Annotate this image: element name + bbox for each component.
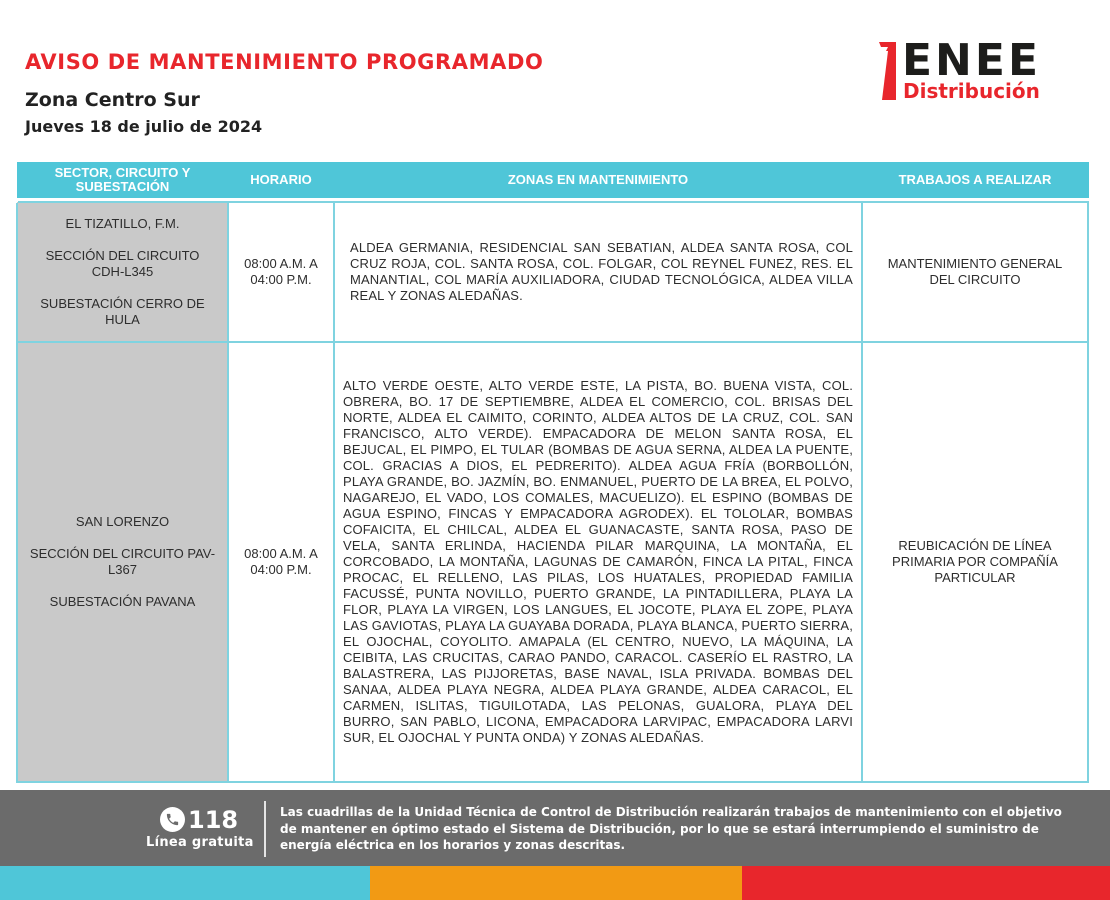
brand-stripe-red (742, 866, 1110, 900)
hours-cell: 08:00 A.M. A 04:00 P.M. (228, 202, 334, 342)
maintenance-table (16, 162, 1089, 783)
enee-logo-mark (876, 42, 898, 100)
hotline-label: Línea gratuita (146, 835, 254, 850)
table-row (17, 202, 1088, 342)
sector-name: EL TIZATILLO, F.M. (65, 215, 180, 231)
brand-stripe-orange (370, 866, 742, 900)
phone-icon (160, 807, 185, 832)
sector-cell (17, 342, 228, 782)
table-header-row (17, 163, 1088, 198)
header-hours: HORARIO (228, 163, 334, 198)
footer-bar (0, 790, 1110, 866)
logo-subtitle: Distribución (903, 79, 1040, 103)
zones-cell: ALDEA GERMANIA, RESIDENCIAL SAN SEBATIAN, ALDEA SANTA ROSA, COL CRUZ ROJA, COL. SANTA ROSA, COL. FOLGAR, COL REYNEL FUNEZ, RES. EL MANANTIAL, COL MARÍA AUXILIADORA, CIUDAD TECNOLÓGICA, ALDEA VILLA REAL Y ZONAS ALEDAÑAS. (334, 202, 862, 342)
zone-name: Zona Centro Sur (25, 89, 200, 111)
substation-name: SUBESTACIÓN PAVANA (49, 593, 196, 609)
brand-stripe-cyan (0, 866, 370, 900)
table-row (17, 342, 1088, 782)
works-cell: MANTENIMIENTO GENERAL DEL CIRCUITO (862, 202, 1088, 342)
hotline-number: 118 (188, 806, 239, 834)
logo-wordmark: ENEE (902, 35, 1041, 86)
circuit-name: SECCIÓN DEL CIRCUITO CDH-L345 (45, 247, 200, 279)
sector-name: SAN LORENZO (75, 513, 170, 529)
circuit-name: SECCIÓN DEL CIRCUITO PAV-L367 (29, 545, 216, 577)
header-sector: SECTOR, CIRCUITO Y SUBESTACIÓN (17, 163, 228, 198)
hours-cell: 08:00 A.M. A 04:00 P.M. (228, 342, 334, 782)
footer-message: Las cuadrillas de la Unidad Técnica de Control de Distribución realizarán trabajos de mantenimiento con el objetivo de mantener en óptimo estado el Sistema de Distribución, por lo que se estará interrumpiendo el suministro de energía eléctrica en los horarios y zonas descritas. (280, 805, 1062, 852)
works-cell: REUBICACIÓN DE LÍNEA PRIMARIA POR COMPAÑÍA PARTICULAR (862, 342, 1088, 782)
enee-logo (876, 35, 1076, 104)
substation-name: SUBESTACIÓN CERRO DE HULA (40, 295, 205, 327)
header-zones: ZONAS EN MANTENIMIENTO (334, 163, 862, 198)
sector-cell (17, 202, 228, 342)
zones-cell: ALTO VERDE OESTE, ALTO VERDE ESTE, LA PISTA, BO. BUENA VISTA, COL. OBRERA, BO. 17 DE SEPTIEMBRE, ALDEA EL COMERCIO, COL. BRISAS DEL NORTE, ALDEA EL CAIMITO, CORINTO, ALDEA ALTOS DE LA CRUZ, COL. SAN FRANCISCO, ALTO VERDE). EMPACADORA DE MELON SANTA ROSA, EL BEJUCAL, EL PIMPO, EL TULAR (BOMBAS DE AGUA SERNA, ALDEA LA PUENTE, COL. GRACIAS A DIOS, EL PEDRERITO). ALDEA AGUA FRÍA (BORBOLLÓN, PLAYA GRANDE, BO. JAZMÍN, BO. ENMANUEL, PUERTO DE LA BREA, EL POLVO, NAGAREJO, EL VADO, LOS COMALES, MACUELIZO). EL ESPINO (BOMBAS DE AGUA ESPINO, FINCAS Y EMPACADORA AGRODEX). EL TOLOLAR, BOMBAS COFAICITA, EL CHILCAL, ALDEA EL GUANACASTE, SANTA ROSA, PASO DE VELA, SANTA ERLINDA, HACIENDA PILAR MARQUINA, LA MONTAÑA, EL CORCOBADO, LA MONTAÑA, LAGUNAS DE CAMARÓN, FINCA LA PITAL, FINCA PROCAC, EL RELLENO, LAS PILAS, LOS HUATALES, PROPIEDAD FAMILIA FACUSSÉ, PUNTA NOVILLO, PUERTO GRANDE, LA PINTADILLERA, PLAYA LA FLOR, PLAYA LA VIRGEN, LOS LANGUES, EL JOCOTE, PLAYA EL ZOPE, PLAYA LAS GAVIOTAS, PLAYA LA GUAYABA DORADA, PLAYA BLANCA, PUERTO SIERRA, EL OJOCHAL, COYOLITO. AMAPALA (EL CENTRO, NUEVO, LA MÁQUINA, LA CEIBITA, LAS CRUCITAS, CARAO PANDO, CARACOL. CASERÍO EL RASTRO, LA BALASTRERA, LAS PIJJORETAS, BASE NAVAL, ISLA PRIVADA. BOMBAS DEL SANAA, ALDEA PLAYA NEGRA, ALDEA PLAYA GRANDE, ALDEA CARACOL, EL CARMEN, ISLITAS, TIGUILOTADA, LAS PELONAS, GUALORA, PLAYA DEL BURRO, SAN PABLO, LICONA, EMPACADORA LARVIPAC, EMPACADORA LARVI SUR, EL OJOCHAL Y PUNTA ONDA) Y ZONAS ALEDAÑAS. (334, 342, 862, 782)
notice-date: Jueves 18 de julio de 2024 (25, 117, 263, 136)
header-works: TRABAJOS A REALIZAR (862, 163, 1088, 198)
footer-divider (264, 801, 266, 857)
hotline[interactable] (160, 804, 239, 834)
notice-title: AVISO DE MANTENIMIENTO PROGRAMADO (25, 50, 544, 74)
